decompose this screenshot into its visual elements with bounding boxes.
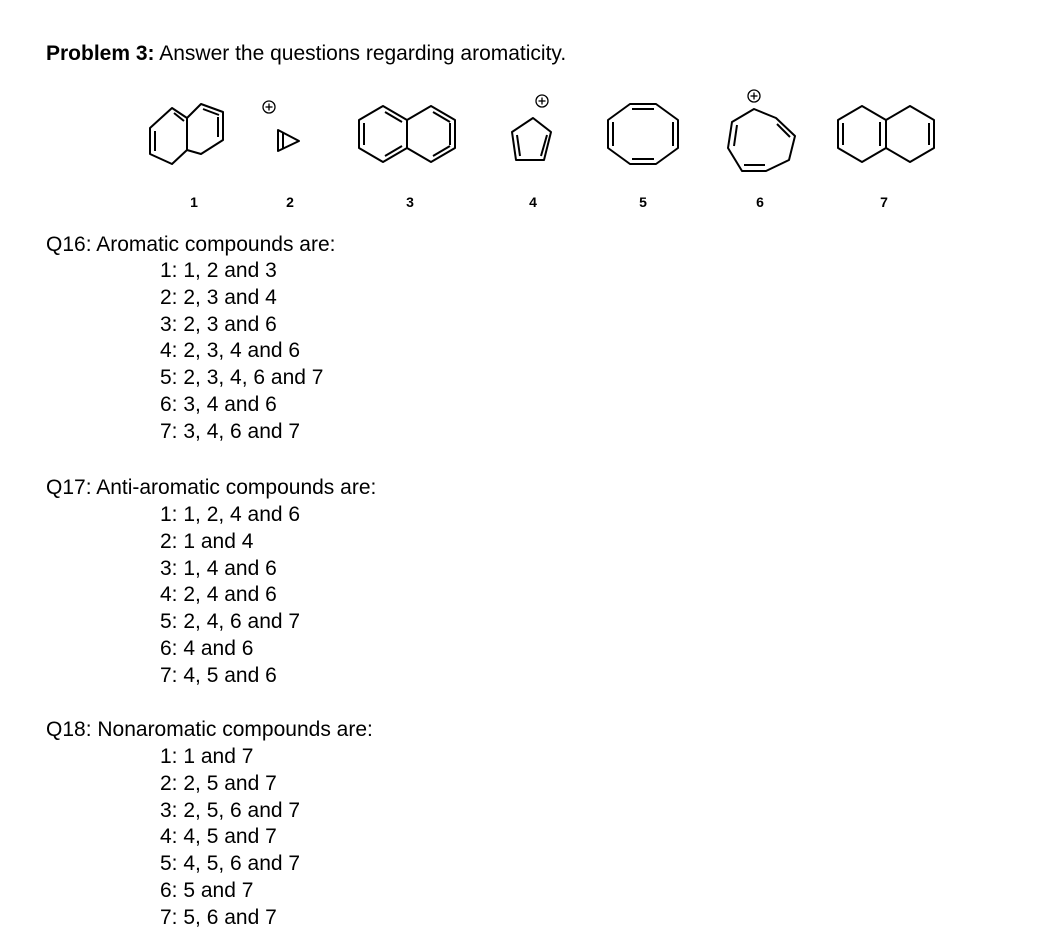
tropylium-cation-icon bbox=[728, 90, 795, 171]
q18-options bbox=[160, 744, 300, 932]
q18-option[interactable]: 5: 4, 5, 6 and 7 bbox=[160, 852, 301, 876]
q18-option[interactable]: 4: 4, 5 and 7 bbox=[160, 825, 277, 849]
question-q17: Q17: Anti-aromatic compounds are: bbox=[46, 476, 377, 499]
q16-option[interactable]: 4: 2, 3, 4 and 6 bbox=[160, 339, 301, 363]
naphthalene-icon bbox=[359, 106, 455, 162]
q17-option[interactable]: 2: 1 and 4 bbox=[160, 529, 254, 553]
q16-option[interactable]: 2: 2, 3 and 4 bbox=[160, 285, 277, 309]
q17-option[interactable]: 7: 4, 5 and 6 bbox=[160, 663, 277, 687]
q16-option[interactable]: 7: 3, 4, 6 and 7 bbox=[160, 419, 301, 443]
pentalene-icon bbox=[150, 104, 223, 164]
compound-label-7: 7 bbox=[880, 194, 888, 210]
q17-option[interactable]: 4: 2, 4 and 6 bbox=[160, 583, 277, 607]
q16-option[interactable]: 5: 2, 3, 4, 6 and 7 bbox=[160, 366, 324, 390]
cyclooctatetraene-icon bbox=[608, 104, 678, 164]
compound-label-3: 3 bbox=[406, 194, 414, 210]
cyclopentadienyl-cation-icon bbox=[512, 95, 551, 160]
q17-options bbox=[160, 502, 300, 690]
compound-label-2: 2 bbox=[286, 194, 294, 210]
compound-label-5: 5 bbox=[639, 194, 647, 210]
q17-option[interactable]: 1: 1, 2, 4 and 6 bbox=[160, 503, 301, 526]
q18-option[interactable]: 2: 2, 5 and 7 bbox=[160, 771, 277, 795]
problem-text: Answer the questions regarding aromaticity. bbox=[159, 42, 567, 65]
cyclopropenyl-cation-icon bbox=[263, 101, 299, 151]
q17-option[interactable]: 6: 4 and 6 bbox=[160, 636, 254, 660]
q16-option[interactable]: 6: 3, 4 and 6 bbox=[160, 392, 277, 416]
compound-label-4: 4 bbox=[529, 194, 537, 210]
question-q18: Q18: Nonaromatic compounds are: bbox=[46, 718, 373, 741]
hexahydronaphthalene-icon bbox=[838, 106, 934, 162]
compound-label-6: 6 bbox=[756, 194, 764, 210]
q18-option[interactable]: 6: 5 and 7 bbox=[160, 878, 254, 902]
q17-option[interactable]: 3: 1, 4 and 6 bbox=[160, 556, 277, 580]
problem-label: Problem 3: bbox=[46, 42, 155, 65]
compound-label-1: 1 bbox=[190, 194, 198, 210]
q18-option[interactable]: 1: 1 and 7 bbox=[160, 745, 254, 768]
q17-option[interactable]: 5: 2, 4, 6 and 7 bbox=[160, 610, 301, 634]
q18-option[interactable]: 7: 5, 6 and 7 bbox=[160, 905, 277, 929]
question-q16: Q16: Aromatic compounds are: bbox=[46, 233, 336, 256]
q16-options bbox=[160, 258, 323, 446]
q18-option[interactable]: 3: 2, 5, 6 and 7 bbox=[160, 798, 301, 822]
structures-row bbox=[0, 0, 1040, 220]
q16-option[interactable]: 3: 2, 3 and 6 bbox=[160, 312, 277, 336]
q16-option[interactable]: 1: 1, 2 and 3 bbox=[160, 259, 277, 282]
